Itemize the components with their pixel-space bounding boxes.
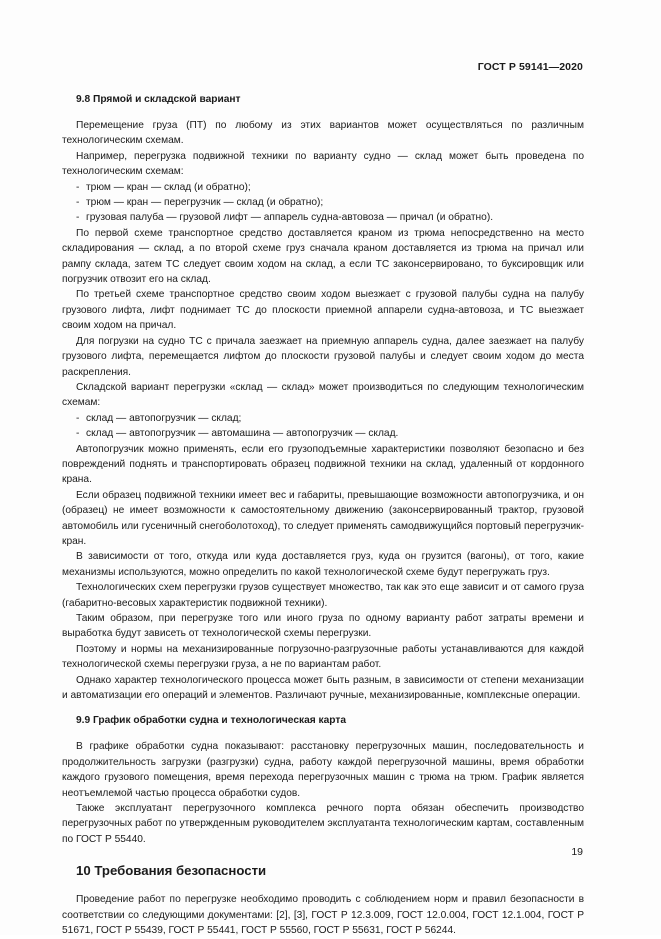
list-item: - склад — автопогрузчик — склад; <box>76 411 584 426</box>
paragraph: Если образец подвижной техники имеет вес и габариты, превышающие возможности автопогрузчика, и он (образец) не имеет возможности к самостоятельному движению (законсервированный трактор, грузовой автомобиль или гусеничный снегоболотоход), то следует применять самодвижущийся портовый перегрузчик-кран. <box>62 489 584 547</box>
list-item: - трюм — кран — перегрузчик — склад (и обратно); <box>76 195 584 210</box>
page-number: 19 <box>571 846 583 858</box>
paragraph: Перемещение груза (ПТ) по любому из этих вариантов может осуществляться по различным технологическим схемам. <box>62 120 584 147</box>
paragraph: Таким образом, при перегрузке того или иного груза по одному варианту работ затраты времени и выработка будут зависеть от технологической схемы перегрузки. <box>62 613 584 640</box>
paragraph: Поэтому и нормы на механизированные погрузочно-разгрузочные работы устанавливаются для каждой технологической схемы перегрузки груза, а не по вариантам работ. <box>62 643 584 671</box>
paragraph: По третьей схеме транспортное средство своим ходом выезжает с грузовой палубы судна на палубу грузового лифта, лифт поднимает ТС до плоскости приемной аппарели судна-автовоза, и ТС выезжает своим ходом на причал. <box>62 289 584 332</box>
paragraph: В графике обработки судна показывают: расстановку перегрузочных машин, последовательность и продолжительность загрузки (разгрузки) судна, работу каждой перегрузочной машины, время обработки каждого грузового помещения, время перехода перегрузочных машин с трюма на трюм. График является неотъемлемой частью процесса обработки судов. <box>62 741 584 799</box>
paragraph: Проведение работ по перегрузке необходимо проводить с соблюдением норм и правил безопасности в соответствии со следующими документами: [2], [3], ГОСТ Р 12.3.009, ГОСТ 12.0.004, ГОСТ 12.1.004, ГОСТ Р 51671, ГОСТ Р 55439, ГОСТ Р 55441, ГОСТ Р 55560, ГОСТ Р 55631, ГОСТ Р 56244. <box>62 894 584 937</box>
scheme-list-2 <box>62 411 584 442</box>
scheme-list-1 <box>62 180 584 226</box>
paragraph: Однако характер технологического процесса может быть разным, в зависимости от степени механизации и автоматизации его операций и элементов. Различают ручные, механизированные, комплексные операции. <box>62 674 584 702</box>
list-item: - грузовая палуба — грузовой лифт — аппарель судна-автовоза — причал (и обратно). <box>76 210 584 225</box>
list-item: - трюм — кран — склад (и обратно); <box>76 180 584 195</box>
section-title-10: 10 Требования безопасности <box>76 863 267 879</box>
paragraph: Автопогрузчик можно применять, если его грузоподъемные характеристики позволяют безопасно и без повреждений поднять и транспортировать образец подвижной техники на склад, удаленный от кордонного крана. <box>62 443 584 486</box>
page-content <box>62 92 584 939</box>
paragraph: По первой схеме транспортное средство доставляется краном из трюма непосредственно на место складирования — склад, а по второй схеме груз сначала краном доставляется из трюма на причал или рампу склада, затем ТС следует своим ходом на склад, а если ТС законсервировано, то буксировщик или погрузчик отвозит его на склад. <box>62 227 584 286</box>
paragraph: Также эксплуатант перегрузочного комплекса речного порта обязан обеспечить производство перегрузочных работ по утвержденным руководителем эксплуатанта технологическим картам, составленным по ГОСТ Р 55440. <box>62 803 584 845</box>
paragraph: Складской вариант перегрузки «склад — склад» может производиться по следующим технологическим схемам: <box>62 381 584 409</box>
paragraph: Например, перегрузка подвижной техники по варианту судно — склад может быть проведена по технологическим схемам: <box>62 150 584 178</box>
list-item: - склад — автопогрузчик — автомашина — автопогрузчик — склад. <box>76 426 584 441</box>
paragraph: В зависимости от того, откуда или куда доставляется груз, куда он грузится (вагоны), от того, какие механизмы используются, можно определить по какой технологической схеме будут перегружать груз. <box>62 551 584 578</box>
section-title-9-8: 9.8 Прямой и складской вариант <box>76 94 241 105</box>
doc-number-header: ГОСТ Р 59141—2020 <box>477 61 583 73</box>
paragraph: Для погрузки на судно ТС с причала заезжает на приемную аппарель судна, далее заезжает на палубу грузового лифта, перемещается лифтом до плоскости грузовой палубы и следует своим ходом до места раскрепления. <box>62 335 584 378</box>
section-title-9-9: 9.9 График обработки судна и технологическая карта <box>76 715 347 727</box>
paragraph: Технологических схем перегрузки грузов существует множество, так как это еще зависит и от самого груза (габаритно-весовых характеристик подвижной техники). <box>62 582 584 609</box>
